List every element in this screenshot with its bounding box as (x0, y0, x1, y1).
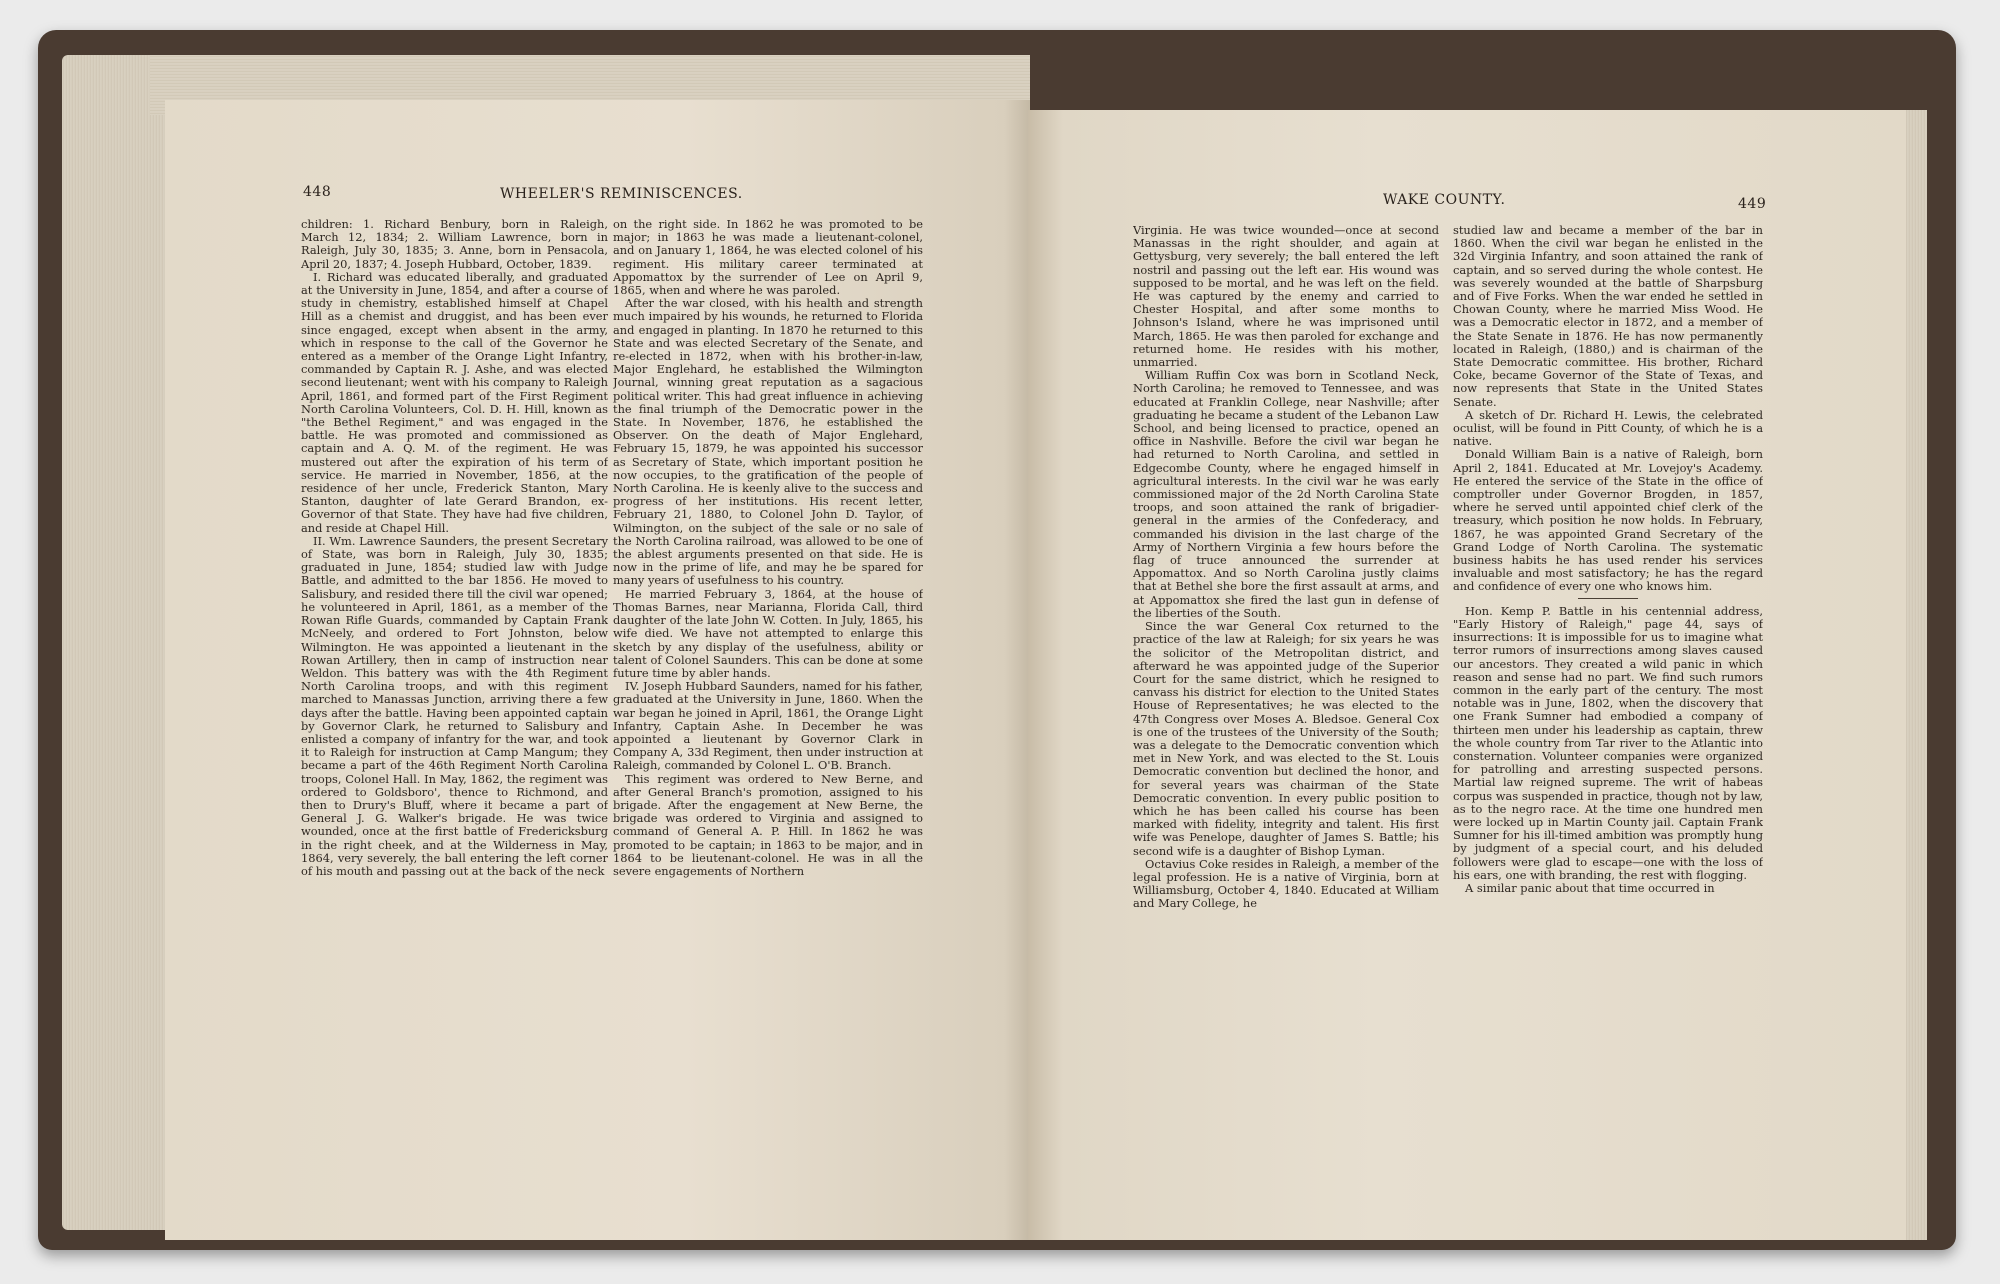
paragraph: After the war closed, with his health and strength much impaired by his wounds, he returned to Florida and engaged in planting. In 1870 he returned to this State and was elected Secretary of the Senate, and re-elected in 1872, when with his brother-in-law, Major Englehard, he established the Wilmington Journal, winning great reputation as a sagacious political writer. This had great influence in achieving the final triumph of the Democratic power in the State. In November, 1876, he established the Observer. On the death of Major Englehard, February 15, 1879, he was appointed his successor as Secretary of State, which important position he now occupies, to the gratification of the people of North Carolina. He is keenly alive to the success and progress of her institutions. His recent letter, February 21, 1880, to Colonel John D. Taylor, of Wilmington, on the subject of the sale or no sale of the North Carolina railroad, was allowed to be one of the ablest arguments presented on that side. He is now in the prime of life, and may he be spared for many years of usefulness to his country. (613, 296, 923, 588)
text-column-left-1 (301, 218, 608, 1158)
left-page (165, 100, 1030, 1240)
paragraph: I. Richard was educated liberally, and graduated at the University in June, 1854, and after a course of study in chemistry, established himself at Chapel Hill as a chemist and druggist, and has been ever since engaged, except when absent in the army, which in response to the call of the Governor he entered as a member of the Orange Light Infantry, commanded by Captain R. J. Ashe, and was elected second lieutenant; went with his company to Raleigh April, 1861, and formed part of the First Regiment North Carolina Volunteers, Col. D. H. Hill, known as "the Bethel Regiment," and was engaged in the battle. He was promoted and commissioned as captain and A. Q. M. of the regiment. He was mustered out after the expiration of his term of service. He married in November, 1856, at the residence of her uncle, Frederick Stanton, Mary Stanton, daughter of late Gerard Brandon, ex-Governor of that State. They have had five children, and reside at Chapel Hill. (301, 269, 608, 535)
paragraph: studied law and became a member of the bar in 1860. When the civil war began he enlisted in the 32d Virginia Infantry, and soon attained the rank of captain, and so served during the whole contest. He was severely wounded at the battle of Sharpsburg and of Five Forks. When the war ended he settled in Chowan County, where he married Miss Wood. He was a Democratic elector in 1872, and a member of the State Senate in 1876. He has now permanently located in Raleigh, (1880,) and is chairman of the State Democratic committee. His brother, Richard Coke, became Governor of the State of Texas, and now represents that State in the United States Senate. (1453, 224, 1763, 409)
paragraph: Donald William Bain is a native of Raleigh, born April 2, 1841. Educated at Mr. Lovejoy's Academy. He entered the service of the State in the office of comptroller under Governor Brogden, in 1857, where he served until appointed chief clerk of the treasury, which position he now holds. In February, 1867, he was appointed Grand Secretary of the Grand Lodge of North Carolina. The systematic business habits he has used render his services invaluable and most satisfactory; he has the regard and confidence of every one who knows him. (1453, 447, 1763, 594)
paragraph: Since the war General Cox returned to the practice of the law at Raleigh; for six years he was the solicitor of the Metropolitan district, and afterward he was appointed judge of the Superior Court for the same district, which he resigned to canvass his district for election to the United States House of Representatives; he was elected to the 47th Congress over Moses A. Bledsoe. General Cox is one of the trustees of the University of the South; was a delegate to the Democratic convention which met in New York, and was elected to the St. Louis Democratic convention but declined the honor, and for several years was chairman of the State Democratic convention. In every public position to which he has been called his course has been marked with fidelity, integrity and talent. His first wife was Penelope, daughter of James S. Battle; his second wife is a daughter of Bishop Lyman. (1133, 619, 1439, 858)
page-block-right-edge (1905, 110, 1927, 1240)
paragraph: children: 1. Richard Benbury, born in Raleigh, March 12, 1834; 2. William Lawrence, born in Raleigh, July 30, 1835; 3. Anne, born in Pensacola, April 20, 1837; 4. Joseph Hubbard, October, 1839. (301, 218, 608, 271)
page-number: 449 (1738, 196, 1767, 212)
paragraph: Hon. Kemp P. Battle in his centennial address, "Early History of Raleigh," page 44, says of insurrections: It is impossible for us to imagine what terror rumors of insurrections among slaves caused our ancestors. They created a wild panic in which reason and sense had no part. We find such rumors common in the early part of the century. The most notable was in June, 1802, when the discovery that one Frank Sumner had embodied a company of thirteen men under his leadership as captain, threw the whole country from Tar river to the Atlantic into consternation. Volunteer companies were organized for patrolling and arresting suspected persons. Martial law reigned supreme. The writ of habeas corpus was suspended in practice, though not by law, as to the negro race. At the time one hundred men were locked up in Martin County jail. Captain Frank Sumner for his ill-timed ambition was promptly hung by judgment of a special court, and his deluded followers were glad to escape—one with the loss of his ears, one with branding, the rest with flogging. (1453, 603, 1763, 882)
text-column-left-2 (613, 218, 923, 1158)
page-block-left-edge (62, 55, 172, 1230)
text-column-right-1 (1133, 224, 1439, 1164)
paragraph: A similar panic about that time occurred in (1465, 880, 1715, 895)
paragraph: II. Wm. Lawrence Saunders, the present Secretary of State, was born in Raleigh, July 30, 1835; graduated in June, 1854; studied law with Judge Battle, and admitted to the bar 1856. He moved to Salisbury, and resided there till the civil war opened; he volunteered in April, 1861, as a member of the Rowan Rifle Guards, commanded by Captain Frank McNeely, and ordered to Fort Johnston, below Wilmington. He was appointed a lieutenant in the Rowan Artillery, then in camp of instruction near Weldon. This battery was with the 4th Regiment North Carolina troops, and with this regiment marched to Manassas Junction, arriving there a few days after the battle. Having been appointed captain by Governor Clark, he returned to Salisbury and enlisted a company of infantry for the war, and took it to Raleigh for instruction at Camp Mangum; they became a part of the 46th Regiment North Carolina troops, Colonel Hall. In May, 1862, the regiment was ordered to Goldsboro', thence to Richmond, and then to Drury's Bluff, where it became a part of General J. G. Walker's brigade. He was twice wounded, once at the first battle of Fredericksburg in the right cheek, and at the Wilderness in May, 1864, very severely, the ball entering the left corner of his mouth and passing out at the back of the neck (301, 533, 608, 878)
text-column-right-2 (1453, 224, 1763, 1164)
paragraph: Virginia. He was twice wounded—once at second Manassas in the right shoulder, and again at Gettysburg, very severely; the ball entered the left nostril and passing out the left ear. His wound was supposed to be mortal, and he was left on the field. He was captured by the enemy and carried to Chester Hospital, and after some months to Johnson's Island, where he was imprisoned until March, 1865. He was then paroled for exchange and returned home. He resides with his mother, unmarried. (1133, 224, 1439, 370)
paragraph: on the right side. In 1862 he was promoted to be major; in 1863 he was made a lieutenant-colonel, and on January 1, 1864, he was elected colonel of his regiment. His military career terminated at Appomattox by the surrender of Lee on April 9, 1865, when and where he was paroled. (613, 218, 923, 298)
paragraph: Octavius Coke resides in Raleigh, a member of the legal profession. He is a native of Virginia, born at Williamsburg, October 4, 1840. Educated at William and Mary College, he (1133, 856, 1439, 911)
section-rule (1578, 598, 1638, 599)
paragraph: He married February 3, 1864, at the house of Thomas Barnes, near Marianna, Florida Call, third daughter of the late John W. Cotten. In July, 1865, his wife died. We have not attempted to enlarge this sketch by any display of the usefulness, ability or talent of Colonel Saunders. This can be done at some future time by abler hands. (613, 586, 923, 680)
running-head: WHEELER'S REMINISCENCES. (500, 186, 743, 202)
paragraph: IV. Joseph Hubbard Saunders, named for his father, graduated at the University in June, 1860. When the war began he joined in April, 1861, the Orange Light Infantry, Captain Ashe. In December he was appointed a lieutenant by Governor Clark in Company A, 33d Regiment, then under instruction at Raleigh, commanded by Colonel L. O'B. Branch. (613, 679, 923, 773)
running-head: WAKE COUNTY. (1383, 192, 1506, 208)
paragraph: A sketch of Dr. Richard H. Lewis, the celebrated oculist, will be found in Pitt County, of which he is a native. (1453, 407, 1763, 449)
paragraph: William Ruffin Cox was born in Scotland Neck, North Carolina; he removed to Tennessee, and was educated at Franklin College, near Nashville; after graduating he became a student of the Lebanon Law School, and being licensed to practice, opened an office in Nashville. Before the civil war began he had returned to North Carolina, and settled in Edgecombe County, where he engaged himself in agricultural interests. In the civil war he was early commissioned major of the 2d North Carolina State troops, and soon attained the rank of brigadier-general in the armies of the Confederacy, and commanded his division in the last charge of the Army of Northern Virginia a few hours before the flag of truce announced the surrender at Appomattox. And so North Carolina justly claims that at Bethel she bore the first assault at arms, and at Appomattox she fired the last gun in defense of the liberties of the South. (1133, 368, 1439, 620)
right-page (1028, 110, 1906, 1240)
paragraph: This regiment was ordered to New Berne, and after General Branch's promotion, assigned to his brigade. After the engagement at New Berne, the brigade was ordered to Virginia and assigned to command of General A. P. Hill. In 1862 he was promoted to be captain; in 1863 to be major, and in 1864 to be lieutenant-colonel. He was in all the severe engagements of Northern (613, 771, 923, 878)
page-number: 448 (303, 184, 332, 200)
